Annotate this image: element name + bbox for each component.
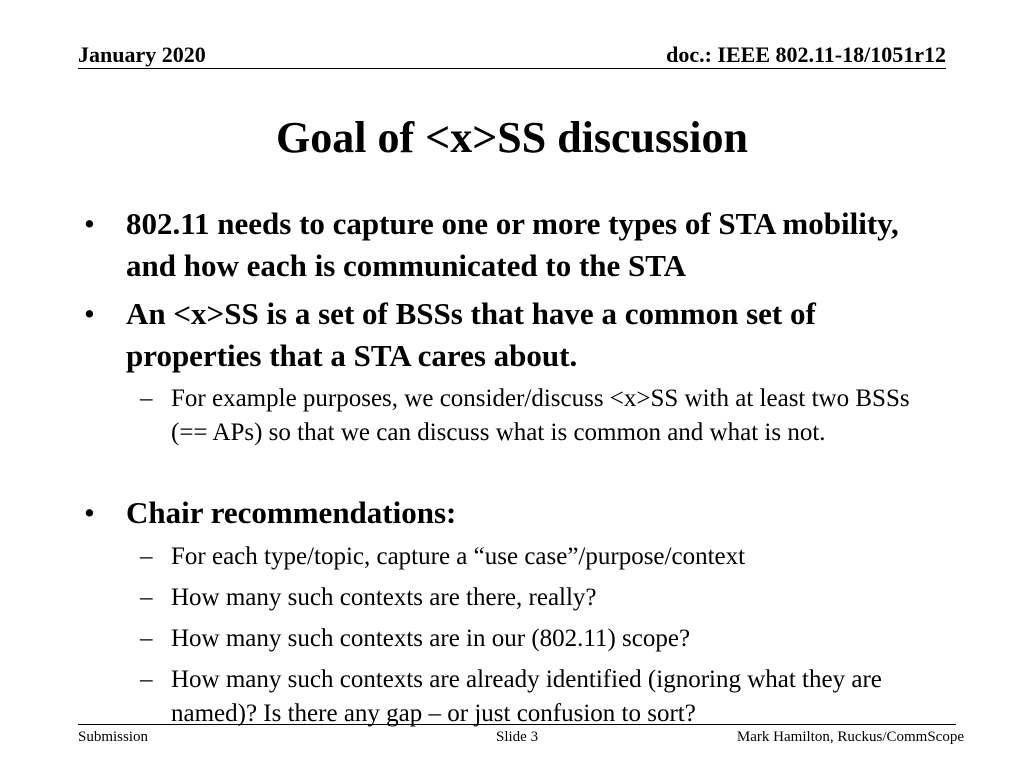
bullet-item-3	[84, 492, 914, 534]
dash-icon: –	[140, 385, 153, 412]
bullet-icon: •	[84, 206, 95, 241]
sub-item-text: For example purposes, we consider/discuss <x>SS with at least two BSSs (== APs) so that we can discuss what is common and what is not.	[171, 385, 910, 446]
dash-icon: –	[140, 584, 153, 611]
bullet-item-2	[84, 293, 914, 377]
footer-slide-number: Slide 3	[496, 729, 539, 745]
dash-icon: –	[140, 666, 153, 693]
header-doc-id: doc.: IEEE 802.11-18/1051r12	[666, 42, 946, 67]
sub-item-4	[140, 622, 950, 656]
sub-item-2	[140, 540, 950, 574]
sub-item-5	[140, 663, 950, 731]
sub-item-3	[140, 581, 950, 615]
footer-submission: Submission	[78, 729, 149, 745]
bullet-text: 802.11 needs to capture one or more types of STA mobility, and how each is communicated to the STA	[126, 206, 899, 283]
slide-title: Goal of <x>SS discussion	[276, 113, 748, 162]
bullet-text: An <x>SS is a set of BSSs that have a common set of properties that a STA cares about.	[126, 296, 816, 373]
sub-item-text: How many such contexts are already identified (ignoring what they are named)? Is there any gap – or just confusion to sort?	[171, 666, 882, 727]
dash-icon: –	[140, 543, 153, 570]
footer-rule	[78, 724, 956, 725]
bullet-item-1	[84, 203, 914, 287]
footer-author: Mark Hamilton, Ruckus/CommScope	[736, 729, 964, 745]
bullet-icon: •	[84, 296, 95, 331]
header-date: January 2020	[78, 42, 206, 67]
dash-icon: –	[140, 625, 153, 652]
bullet-icon: •	[84, 495, 95, 530]
sub-item-text: For each type/topic, capture a “use case”/purpose/context	[171, 543, 746, 570]
sub-item-text: How many such contexts are in our (802.11) scope?	[171, 625, 691, 652]
bullet-text: Chair recommendations:	[126, 495, 457, 530]
sub-item-text: How many such contexts are there, really?	[171, 584, 597, 611]
sub-item-1	[140, 382, 950, 450]
